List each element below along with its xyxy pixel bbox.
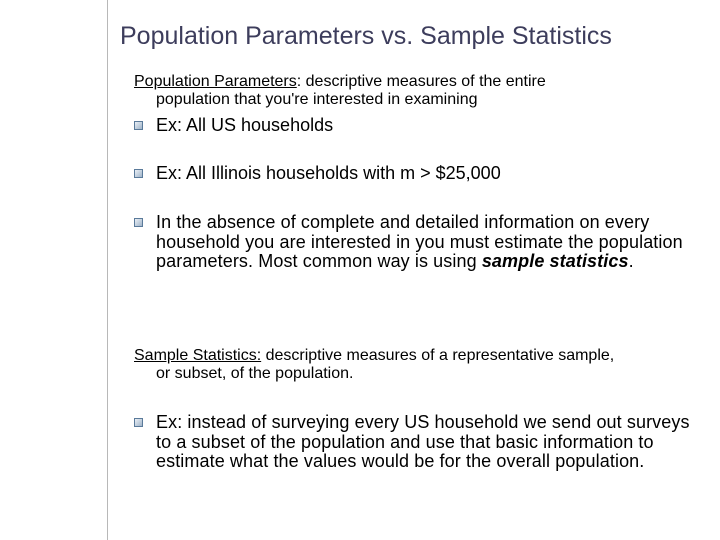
sample-term: Sample Statistics: (134, 347, 262, 364)
bullet-item (134, 116, 700, 136)
square-bullet-icon (134, 218, 143, 227)
square-bullet-icon (134, 121, 143, 130)
bullet-item (134, 213, 700, 272)
bullet-item (134, 413, 700, 472)
population-definition (134, 73, 694, 109)
sample-definition (134, 347, 694, 383)
absence-end: . (628, 251, 634, 271)
absence-text: In the absence of complete and detailed information on every household you are interested in you must estimate the population parameters. Most common way is using (156, 212, 683, 271)
absence-emphasis: sample statistics (481, 251, 629, 271)
population-definition-text: : descriptive measures of the entire (296, 73, 546, 90)
left-divider (107, 0, 108, 540)
sample-definition-cont: or subset, of the population. (156, 365, 354, 382)
slide-title: Population Parameters vs. Sample Statistics (120, 22, 612, 50)
sample-definition-text: descriptive measures of a representative sample, (261, 347, 615, 364)
square-bullet-icon (134, 169, 143, 178)
bullet-text (134, 213, 700, 272)
bullet-text: Ex: All US households (156, 115, 334, 135)
bullet-text: Ex: instead of surveying every US household we send out surveys to a subset of the population and use that basic information to estimate what the values would be for the overall population. (156, 412, 690, 471)
bullet-text: Ex: All Illinois households with m > $25,000 (156, 163, 501, 183)
population-definition-cont: population that you're interested in examining (156, 91, 478, 108)
population-term: Population Parameters (134, 73, 297, 90)
square-bullet-icon (134, 418, 143, 427)
bullet-item (134, 164, 700, 184)
